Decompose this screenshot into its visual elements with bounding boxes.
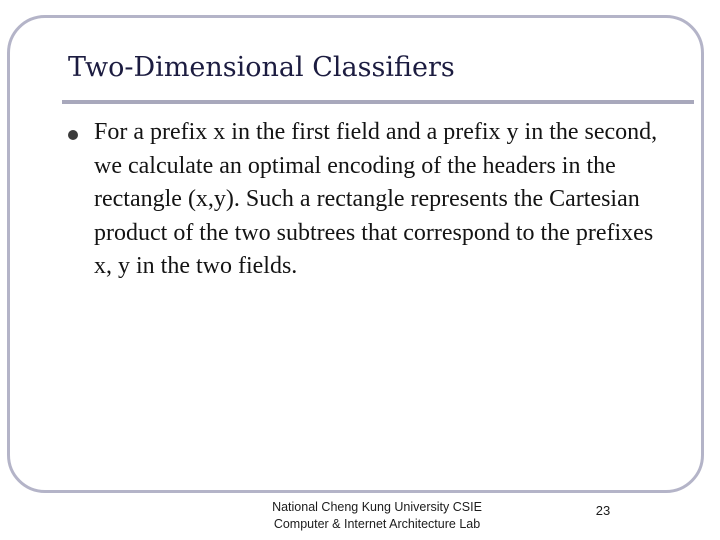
footer-line-2: Computer & Internet Architecture Lab: [273, 517, 481, 531]
slide-title: Two-Dimensional Classifiers: [68, 52, 455, 83]
page-number: 23: [595, 503, 611, 518]
footer-institution: [242, 499, 512, 533]
bullet-list: [68, 116, 668, 284]
footer-line-1: National Cheng Kung University CSIE: [272, 500, 482, 514]
title-divider: [62, 100, 694, 104]
bullet-dot-icon: [68, 130, 78, 140]
bullet-text: For a prefix x in the first field and a prefix y in the second, we calculate an optimal encoding of the headers in the rectangle (x,y). Such a rectangle represents the Cartesian product of the two subtrees that correspond to the prefixes x, y in the two fields.: [94, 119, 658, 279]
bullet-item: [68, 116, 668, 284]
